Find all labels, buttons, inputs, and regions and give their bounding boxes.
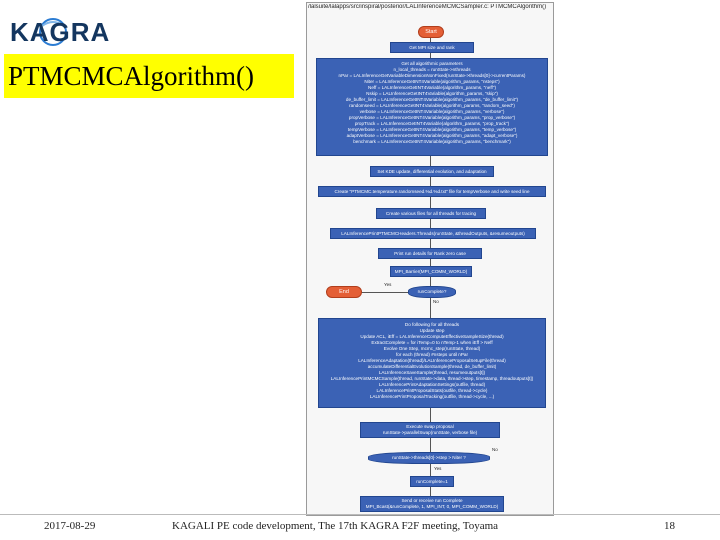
flowchart-path: /lalsuite/lalapps/src/inspiral/posterior/LALInferenceMCMCSampler.c: PTMCMCAlgorithm() <box>308 4 547 10</box>
slide-title: PTMCMCAlgorithm() <box>8 60 255 91</box>
footer-rule <box>0 514 720 515</box>
kagra-logo <box>10 14 120 50</box>
yes-end-label: Yes <box>384 282 392 287</box>
no-loop-label: No <box>433 299 439 304</box>
print-header-node: LALInferencePrintPTMCMCHeaders.Threads(runState, &threadOutputs, &resumeoutputs) <box>330 228 536 239</box>
logo-text: KAGRA <box>10 16 111 47</box>
start-node: Start <box>418 26 444 38</box>
yes-check-label: Yes <box>434 466 442 471</box>
send-node: Send or receive run Complete MPI_Bcast(&runComplete, 1, MPI_INT, 0, MPI_COMM_WORLD) <box>360 496 504 512</box>
title-box <box>4 54 294 98</box>
init-node: Get MPI size and rank <box>390 42 474 53</box>
loop-node: Do following for all threads Update step Update ACL, iEff = LALInferenceComputeEffectiveSampleSize(thread) ExtractComplete = for iTemp=0 to nTemp-1 when iEff > Neff Evolve One Step, mcmc_step(runState, thread) for each (thread) #nsteps until nPar LALInferenceAdaptation(thread)/LALInferenceProposalSetupFile(thread) accumulateDifferentialEvolutionSample(thread, de_buffer_limit) LALInferenceSaveSample(thread, resumeoutputs[t]) LALInferencePrintMCMCSample(thread, runState->data, thread->step, timestamp, threadoutputs[t]) LALInferencePrintAdaptationSettings(outfile, thread) LALInferencePrintProposalStats(outfile, thread->cycle) LALInferencePrintProposalTracking(outfile, thread->cycle, ...) <box>318 318 546 408</box>
run-complete-node: runComplete? <box>408 286 456 298</box>
edge <box>360 292 410 293</box>
check-node: runState->threads[0]->step > Niter ? <box>368 452 490 464</box>
create-files-node: Create various files for all threads for tracing <box>376 208 486 219</box>
set-complete-node: runComplete=1 <box>410 476 454 487</box>
barrier-node: MPI_Barrier(MPI_COMM_WORLD) <box>390 266 472 277</box>
end-node: End <box>326 286 362 298</box>
print-details-node: Print run details for Rank zero case <box>378 248 482 259</box>
setup-node: Set KDE update, differential evolution, and adaptation <box>370 166 494 177</box>
swap-node: Execute swap proposal runState->parallelSwap(runState, verbose file) <box>360 422 500 438</box>
create-file-node: Create "PTMCMC.temperature.randomseed.%d.%d.txt" file for tempVerbose and write seed line <box>318 186 546 197</box>
params-node: Get all algorithmic parameters n_local_threads = runState->nthreads nPar = LALInferenceGetVariableDimensionNonFixed(runState->threads[0]->currentParams) Niter = LALInferenceGetINT4Variable(algorithm_params, "nsteps") Neff = LALInferenceGetINT4Variable(algorithm_params, "neff") Nskip = LALInferenceGetINT4Variable(algorithm_params, "skip") de_buffer_limit = LALInferenceGetINT4Variable(algorithm_params, "de_buffer_limit") randomseed = LALInferenceGetINT4Variable(algorithm_params, "random_seed") verbose = LALInferenceGetINT4Variable(algorithm_params, "verbose") propVerbose = LALInferenceGetINT4Variable(algorithm_params, "prop_verbose") propTrack = LALInferenceGetINT4Variable(algorithm_params, "prop_track") tempVerbose = LALInferenceGetINT4Variable(algorithm_params, "temp_verbose") adaptVerbose = LALInferenceGetINT4Variable(algorithm_params, "adapt_verbose") benchmark = LALInferenceGetINT4Variable(algorithm_params, "benchmark") <box>316 58 548 156</box>
footer-text: KAGALI PE code development, The 17th KAGRA F2F meeting, Toyama <box>172 520 499 532</box>
footer-page: 18 <box>664 520 675 532</box>
no-check-label: No <box>492 447 498 452</box>
footer-date: 2017-08-29 <box>44 520 96 532</box>
